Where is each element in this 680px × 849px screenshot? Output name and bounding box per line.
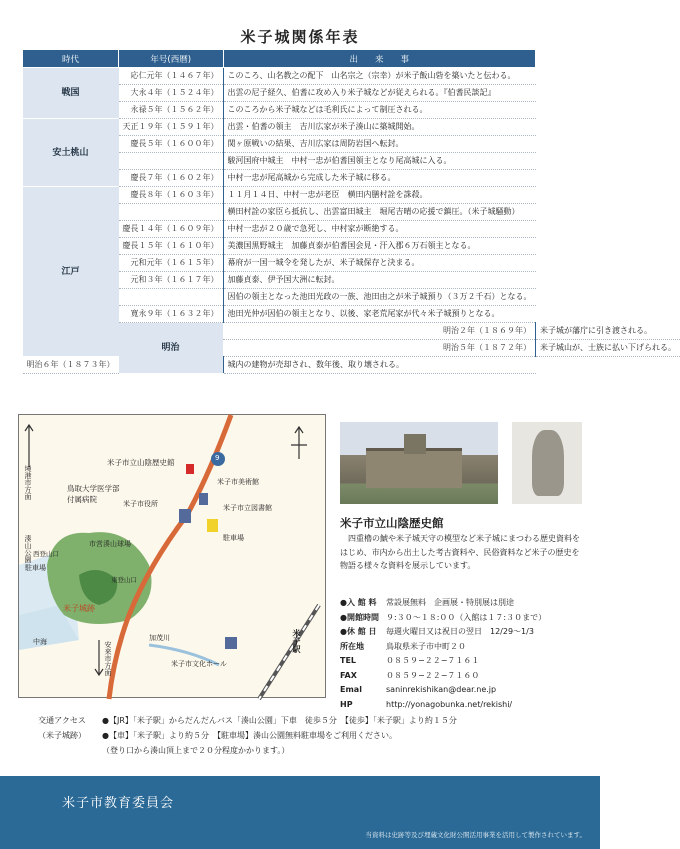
event-cell: 幕府が一国一城令を発したが、米子城保存と決まる。	[223, 255, 536, 272]
event-cell: このころから米子城などは毛利氏によって制圧される。	[223, 102, 536, 119]
header-era: 時代	[23, 50, 119, 68]
event-cell: 池田光仲が因伯の領主となり、以後、家老荒尾家が代々米子城預りとなる。	[223, 306, 536, 323]
event-cell: 出雲の尼子経久、伯耆に攻め入り米子城などが従えられる。『伯耆民談記』	[223, 85, 536, 102]
info-fee: ●入 館 料 常設展無料 企画展・特別展は別途	[340, 598, 514, 607]
year-cell: 明治５年（１８７２年）	[223, 340, 536, 357]
map-label-museum: 米子市立山陰歴史館	[107, 458, 175, 467]
map-label-art-museum: 米子市美術館	[217, 478, 259, 486]
footer-banner	[0, 776, 600, 849]
footer-note: 当資料は史跡等及び埋蔵文化財公開活用事業を活用して製作されています。	[365, 831, 586, 839]
year-cell: 慶長１４年（１６０９年）	[119, 221, 224, 238]
table-row	[23, 323, 680, 340]
table-row	[23, 255, 680, 272]
year-cell	[119, 204, 224, 221]
map-label-culture-hall: 米子市文化ホール	[171, 660, 227, 668]
access-line-1: ●【JR】「米子駅」からだんだんバス「湊山公園」下車 徒歩５分 【徒歩】「米子駅」より約１５分	[102, 716, 457, 725]
table-row	[23, 289, 680, 306]
event-cell: 中村一忠が２０歳で急死し、中村家が断絶する。	[223, 221, 536, 238]
event-cell: 関ヶ原戦いの結果、吉川広家は周防岩国へ転封。	[223, 136, 536, 153]
year-cell: 慶長１５年（１６１０年）	[119, 238, 224, 255]
city-hall-marker	[179, 509, 191, 523]
event-cell: 米子城が藩庁に引き渡される。	[536, 323, 680, 340]
info-closed: ●休 館 日 毎週火曜日又は祝日の翌日 12/29～1/3	[340, 627, 534, 636]
parking-marker	[207, 519, 218, 532]
info-homepage: HP http://yonagobunka.net/rekishi/	[340, 699, 513, 709]
year-cell: 慶長７年（１６０２年）	[119, 170, 224, 187]
map-label-higashi-exit: 東登山口	[111, 576, 137, 584]
map-label-nakaumi: 中海	[33, 638, 47, 646]
year-cell	[119, 289, 224, 306]
organization-name: 米子市教育委員会	[62, 796, 175, 811]
access-sub: （米子城跡）	[38, 731, 86, 740]
year-cell: 元和元年（１６１５年）	[119, 255, 224, 272]
year-cell	[119, 153, 224, 170]
info-hours: ●開館時間 ９:３０～１８:００（入館は１７:３０まで）	[340, 612, 547, 622]
access-line-2: ●【車】「米子駅」より約５分 【駐車場】湊山公園無料駐車場をご利用ください。	[102, 731, 397, 740]
year-cell: 大永４年（１５２４年）	[119, 85, 224, 102]
year-cell: 明治６年（１８７３年）	[23, 357, 119, 374]
info-address: 所在地 鳥取県米子市中町２０	[340, 641, 466, 651]
sakai-arrow-icon	[25, 425, 33, 467]
year-cell: 天正１９年（１５９１年）	[119, 119, 224, 136]
table-row	[23, 221, 680, 238]
era-cell: 安土桃山	[23, 119, 119, 187]
map-label-minatoyama-park: 湊山公園	[24, 535, 32, 563]
map-label-castle: 米子城跡	[63, 604, 95, 613]
event-cell: 中村一忠が尾高城から完成した米子城に移る。	[223, 170, 536, 187]
event-cell: 加藤貞泰、伊予国大洲に転封。	[223, 272, 536, 289]
page-title: 米子城関係年表	[240, 28, 360, 46]
access-section	[22, 713, 457, 758]
map-label-nishi-exit: 西登山口	[33, 550, 59, 558]
table-row	[23, 119, 680, 136]
chronology-table	[22, 49, 680, 374]
map-label-city-hall: 米子市役所	[123, 500, 158, 508]
table-row	[23, 306, 680, 323]
event-cell: 美濃国黒野城主 加藤貞泰が伯耆国会見・汗入郡６万石領主となる。	[223, 238, 536, 255]
map-label-kamogawa: 加茂川	[149, 634, 170, 642]
access-line-3: （登り口から湊山頂上まで２０分程度かかります。）	[102, 746, 290, 755]
museum-title: 米子市立山陰歴史館	[340, 516, 444, 530]
event-cell: 出雲・伯耆の領主 吉川広家が米子湊山に築城開始。	[223, 119, 536, 136]
table-row	[23, 204, 680, 221]
map-label-sakai: 境港市方面	[24, 465, 32, 500]
map-label-stadium: 市営湊山球場	[89, 540, 131, 548]
shachi-photo	[512, 422, 582, 504]
event-cell: １１月１４日、中村一忠が老臣 横田内膳村詮を誅殺。	[223, 187, 536, 204]
info-fax: FAX ０８５９−２２−７１６０	[340, 670, 480, 680]
year-cell: 応仁元年（１４６７年）	[119, 68, 224, 85]
table-row	[23, 68, 680, 85]
museum-photo	[340, 422, 498, 504]
map-label-library: 米子市立図書館	[223, 504, 272, 512]
table-row	[23, 272, 680, 289]
map-label-hospital: 鳥取大学医学部 付属病院	[67, 484, 120, 504]
table-row	[23, 153, 680, 170]
year-cell: 慶長８年（１６０３年）	[119, 187, 224, 204]
map-label-yasugi: 安来市方面	[104, 641, 112, 676]
map-label-station: 米子駅	[292, 629, 301, 653]
access-heading: 交通アクセス	[38, 716, 86, 725]
table-row	[23, 170, 680, 187]
area-map	[18, 414, 326, 698]
table-row	[23, 136, 680, 153]
table-row	[23, 85, 680, 102]
table-row	[23, 187, 680, 204]
museum-info	[340, 596, 546, 712]
museum-marker	[186, 464, 194, 474]
year-cell: 寛永９年（１６３２年）	[119, 306, 224, 323]
year-cell: 永禄５年（１５６２年）	[119, 102, 224, 119]
event-cell: 駿河国府中城主 中村一忠が伯耆国領主となり尾高城に入る。	[223, 153, 536, 170]
info-tel: TEL ０８５９−２２−７１６１	[340, 656, 480, 665]
art-museum-marker	[199, 493, 208, 505]
year-cell: 明治２年（１８６９年）	[223, 323, 536, 340]
year-cell: 慶長５年（１６００年）	[119, 136, 224, 153]
map-label-parking-1: 駐車場	[223, 534, 244, 542]
header-year: 年号(西暦)	[119, 50, 224, 68]
event-cell: このころ、山名教之の配下 山名宗之（宗幸）が米子飯山砦を築いたと伝わる。	[223, 68, 536, 85]
map-label-parking-2: 駐車場	[25, 564, 46, 572]
event-cell: 城内の建物が売却され、数年後、取り壊される。	[223, 357, 536, 374]
museum-description: 四重櫓の鯱や米子城天守の模型など米子城にまつわる歴史資料をはじめ、市内から出土した考古資料や、民俗資料など米子の歴史を物語る様々な資料を展示しています。	[340, 534, 580, 570]
era-cell: 戦国	[23, 68, 119, 119]
header-event: 出 来 事	[223, 50, 536, 68]
table-row	[23, 102, 680, 119]
event-cell: 横田村詮の家臣ら抵抗し、出雲富田城主 堀尾吉晴の応援で鎮圧。（米子城騒動）	[223, 204, 536, 221]
table-row	[23, 238, 680, 255]
year-cell: 元和３年（１６１７年）	[119, 272, 224, 289]
north-arrow-icon	[291, 427, 307, 459]
era-cell: 江戸	[23, 187, 119, 357]
event-cell: 因伯の領主となった池田光政の一族、池田由之が米子城預り（３万２千石）となる。	[223, 289, 536, 306]
era-cell: 明治	[119, 323, 224, 374]
info-email: Emal saninrekishikan@dear.ne.jp	[340, 685, 497, 694]
culture-hall-marker	[225, 637, 237, 649]
table-header-row	[23, 50, 680, 68]
map-label-route: 9	[215, 454, 220, 462]
event-cell: 米子城山が、士族に払い下げられる。	[536, 340, 680, 357]
yasugi-arrow-icon	[95, 640, 103, 675]
